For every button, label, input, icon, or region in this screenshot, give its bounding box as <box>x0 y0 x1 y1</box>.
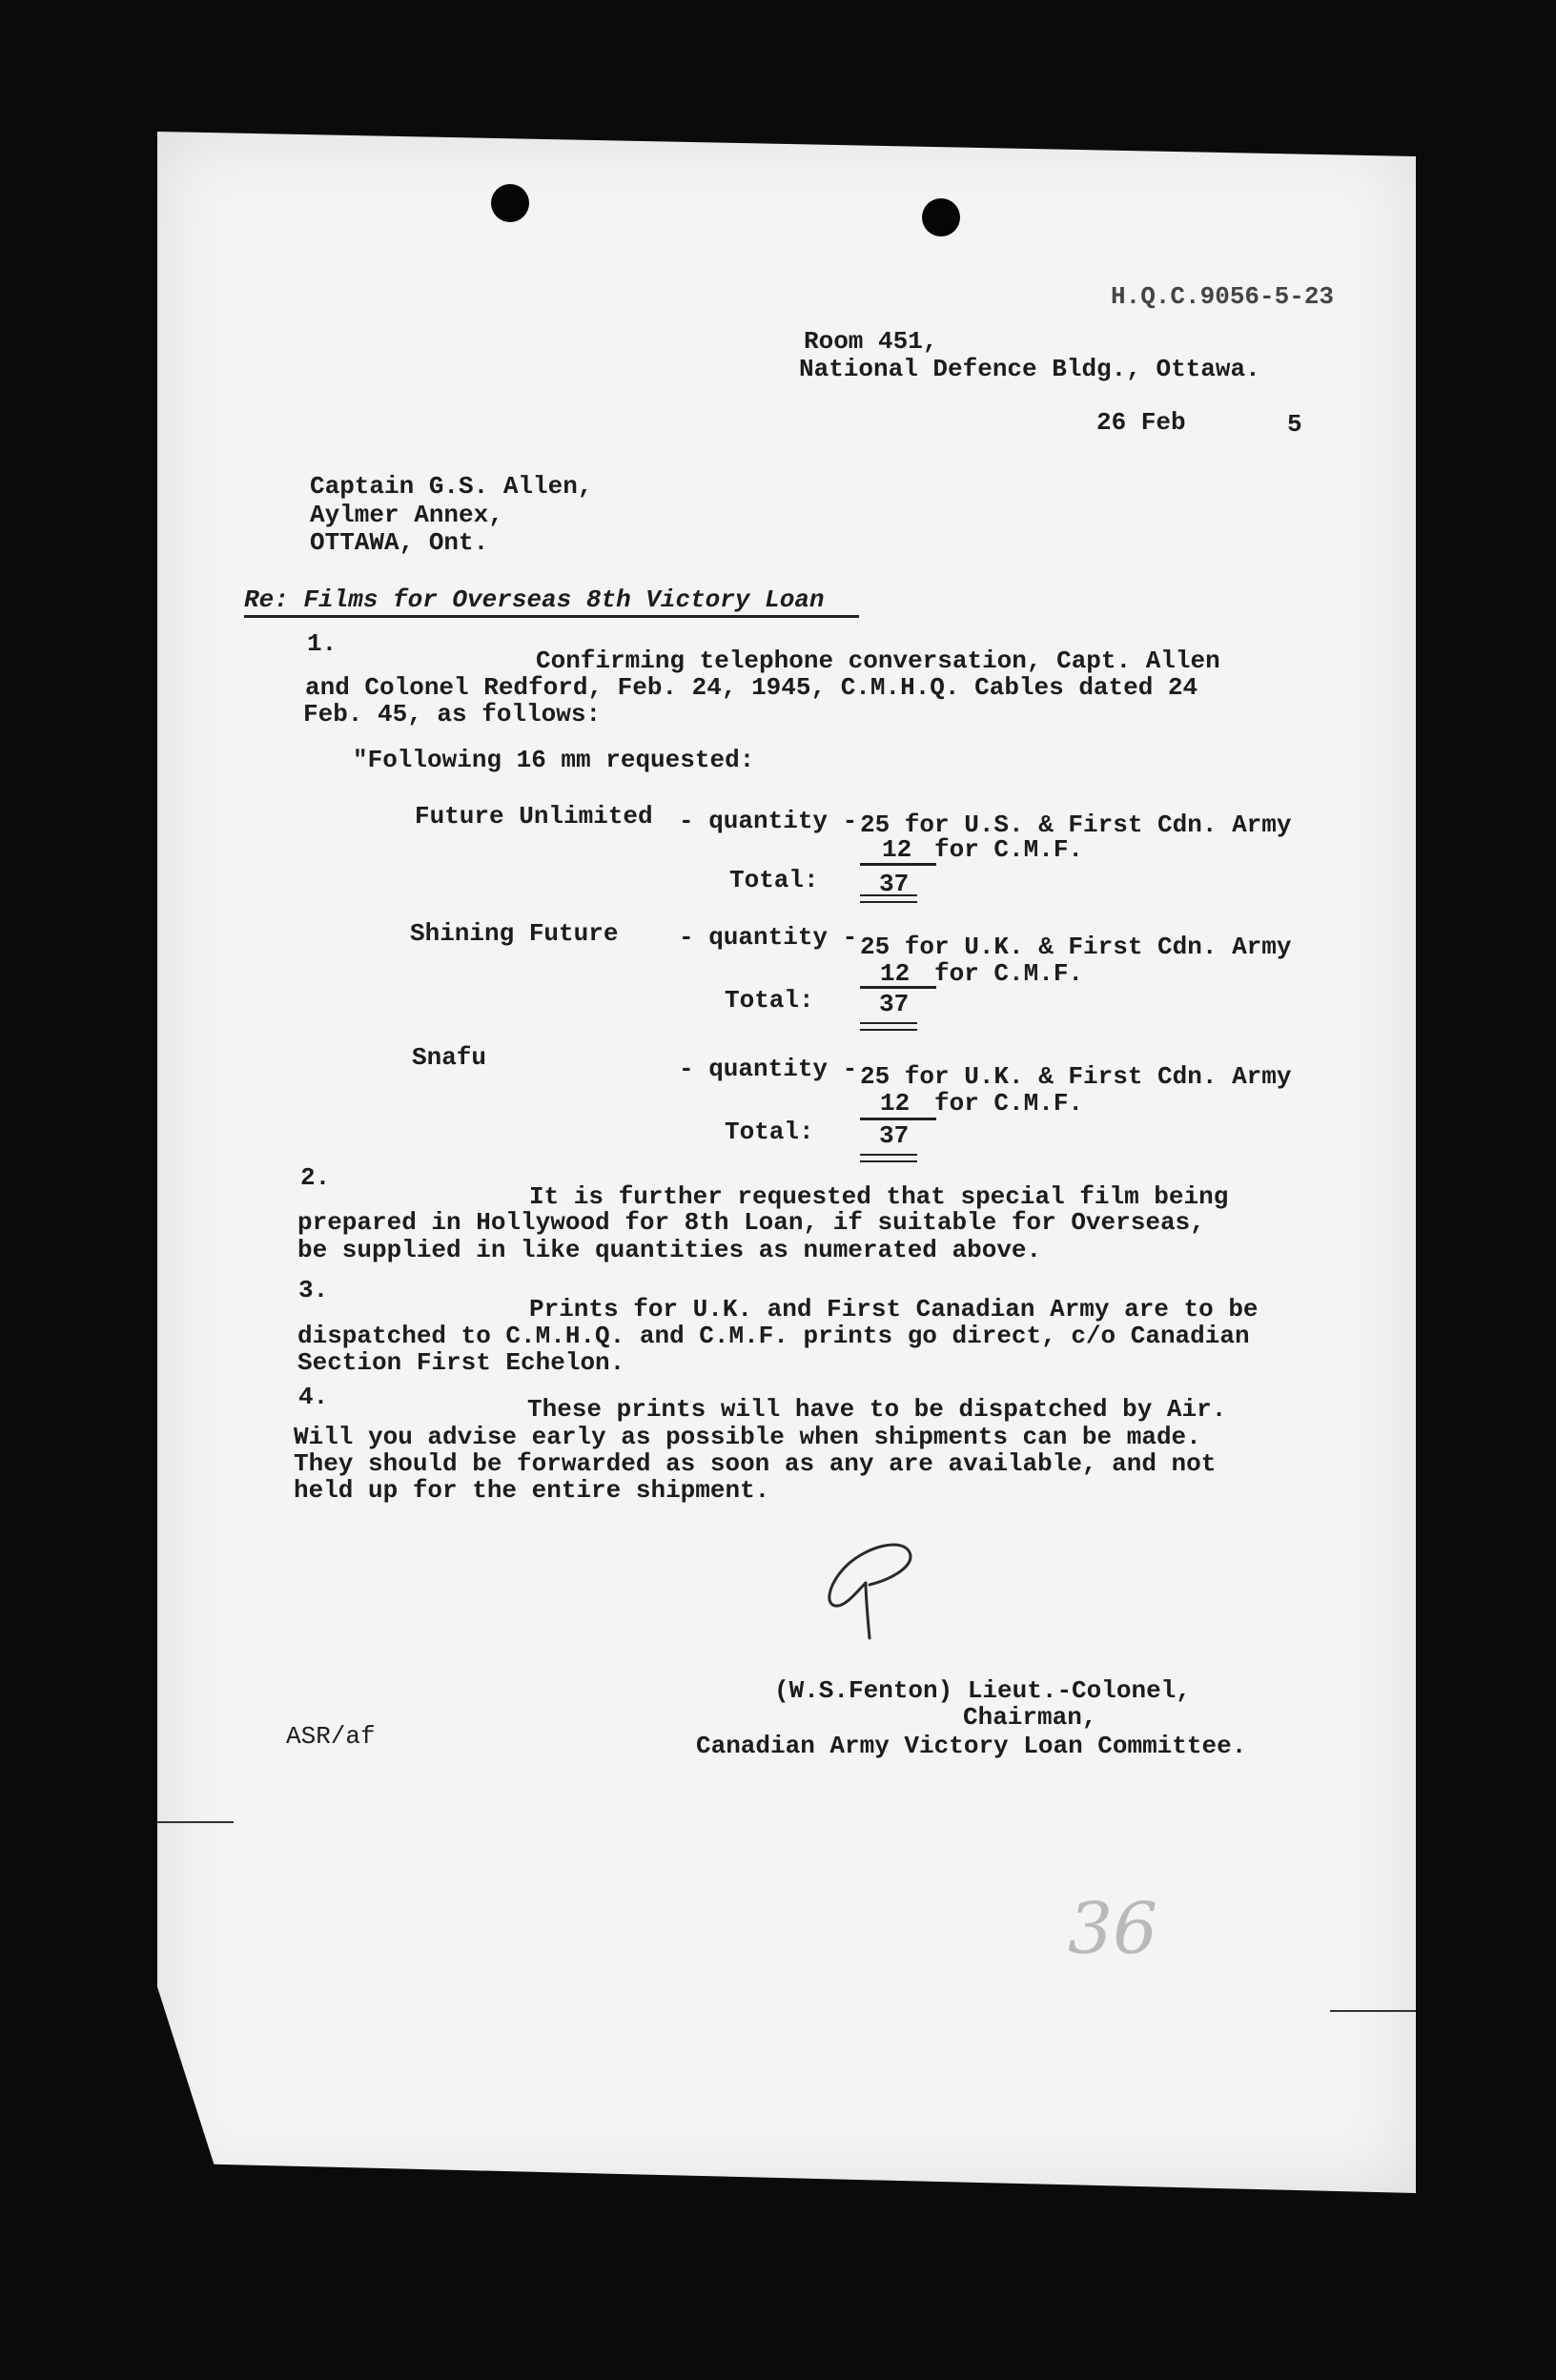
para2-line2: prepared in Hollywood for 8th Loan, if suitable for Overseas, <box>297 1208 1205 1237</box>
para4-line2: Will you advise early as possible when shipments can be made. <box>294 1423 1201 1451</box>
subject-underline <box>244 615 859 618</box>
para2-line3: be supplied in like quantities as numerated above. <box>297 1236 1042 1264</box>
film-title: Future Unlimited <box>415 802 653 831</box>
allocation-rest: for C.M.F. <box>934 835 1084 864</box>
allocation-line: 25 for U.S. & First Cdn. Army <box>860 810 1292 839</box>
total-double-underline <box>860 1022 917 1031</box>
para2-line1: It is further requested that special film being <box>529 1182 1229 1211</box>
sender-building: National Defence Bldg., Ottawa. <box>799 355 1260 383</box>
allocation-qty: 12 <box>880 1089 911 1118</box>
para1-number: 1. <box>307 629 338 658</box>
para1-line2: and Colonel Redford, Feb. 24, 1945, C.M.H.Q. Cables dated 24 <box>305 673 1198 702</box>
signatory-name: (W.S.Fenton) Lieut.-Colonel, <box>774 1676 1191 1705</box>
total-label: Total: <box>725 1118 814 1146</box>
letter-page <box>157 132 1416 2193</box>
allocation-line: 25 for U.K. & First Cdn. Army <box>860 933 1292 961</box>
allocation-line: 25 for U.K. & First Cdn. Army <box>860 1062 1292 1091</box>
signatory-committee: Canadian Army Victory Loan Committee. <box>696 1732 1247 1760</box>
letter-date: 26 Feb <box>1096 408 1186 437</box>
para1-line3: Feb. 45, as follows: <box>303 700 602 728</box>
film-title: Shining Future <box>410 919 619 948</box>
para4-line3: They should be forwarded as soon as any are available, and not <box>294 1449 1217 1478</box>
allocation-qty: 12 <box>882 835 912 864</box>
total-value: 37 <box>879 990 910 1018</box>
para4-line4: held up for the entire shipment. <box>294 1476 770 1505</box>
signatory-role: Chairman, <box>963 1703 1097 1732</box>
allocation-qty: 12 <box>880 959 911 988</box>
quantity-label: - quantity - <box>679 923 858 952</box>
para2-number: 2. <box>300 1163 331 1192</box>
total-rule <box>860 986 936 989</box>
para1-line1: Confirming telephone conversation, Capt. Allen <box>536 646 1220 675</box>
file-reference: H.Q.C.9056-5-23 <box>1111 282 1335 311</box>
total-label: Total: <box>729 866 819 894</box>
page-edge-mark-right <box>1330 2010 1416 2012</box>
total-rule <box>860 1118 936 1120</box>
reference-initials: ASR/af <box>286 1722 376 1751</box>
recipient-address-line: Aylmer Annex, <box>310 501 503 529</box>
quantity-label: - quantity - <box>679 1055 858 1083</box>
page-edge-mark-left <box>157 1821 234 1823</box>
para3-line3: Section First Echelon. <box>297 1348 625 1377</box>
allocation-rest: for C.M.F. <box>934 959 1084 988</box>
punch-hole-right <box>922 198 960 236</box>
total-double-underline <box>860 894 917 903</box>
film-title: Snafu <box>412 1043 487 1072</box>
request-intro: "Following 16 mm requested: <box>353 746 755 774</box>
para3-line1: Prints for U.K. and First Canadian Army are to be <box>529 1295 1259 1323</box>
para4-number: 4. <box>298 1383 329 1411</box>
subject-line: Re: Films for Overseas 8th Victory Loan <box>244 585 825 614</box>
para3-line2: dispatched to C.M.H.Q. and C.M.F. prints go direct, c/o Canadian <box>297 1322 1250 1350</box>
para3-number: 3. <box>298 1276 329 1304</box>
punch-hole-left <box>491 184 529 222</box>
total-value: 37 <box>879 1121 910 1150</box>
recipient-name: Captain G.S. Allen, <box>310 472 593 501</box>
total-label: Total: <box>725 986 814 1015</box>
total-double-underline <box>860 1154 917 1162</box>
allocation-rest: for C.M.F. <box>934 1089 1084 1118</box>
quantity-label: - quantity - <box>679 807 858 835</box>
recipient-city: OTTAWA, Ont. <box>310 528 489 557</box>
page-number: 36 <box>1068 1888 1158 1970</box>
sender-room: Room 451, <box>804 327 938 356</box>
total-rule <box>860 863 936 866</box>
letter-date-year: 5 <box>1287 410 1302 439</box>
total-value: 37 <box>879 870 910 898</box>
para4-line1: These prints will have to be dispatched by Air. <box>527 1395 1227 1424</box>
handwritten-initial <box>810 1535 925 1650</box>
